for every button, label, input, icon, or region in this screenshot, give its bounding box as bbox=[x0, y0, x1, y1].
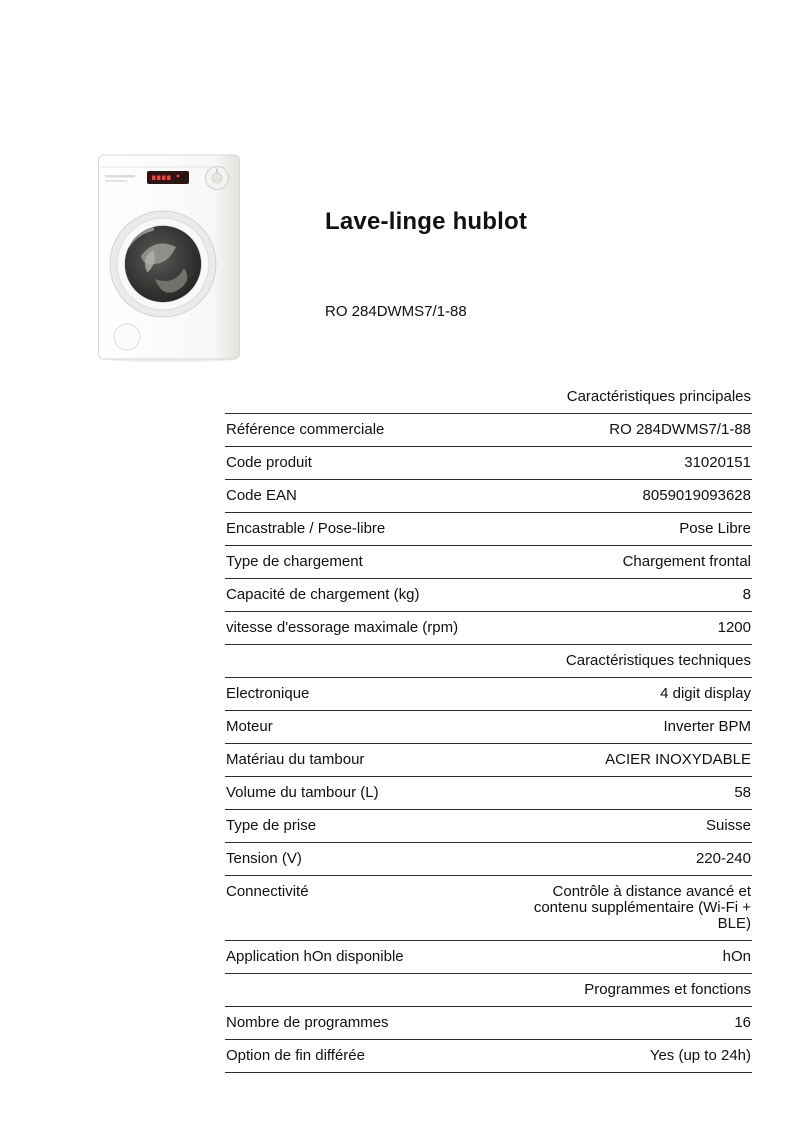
spec-value: 220-240 bbox=[695, 850, 751, 867]
spec-label: Volume du tambour (L) bbox=[226, 784, 379, 801]
washing-machine-image bbox=[97, 152, 243, 363]
spec-label: Encastrable / Pose-libre bbox=[226, 520, 386, 537]
spec-row bbox=[225, 711, 752, 744]
spec-row bbox=[225, 777, 752, 810]
spec-value: Contrôle à distance avancé et contenu supplémentaire (Wi-Fi + BLE) bbox=[533, 883, 751, 932]
washing-machine-illustration bbox=[97, 152, 243, 363]
spec-value: Suisse bbox=[705, 817, 751, 834]
spec-row bbox=[225, 579, 752, 612]
spec-label: Matériau du tambour bbox=[226, 751, 365, 768]
section-header-row bbox=[225, 645, 752, 678]
spec-row bbox=[225, 612, 752, 645]
section-header: Programmes et fonctions bbox=[584, 981, 751, 998]
spec-label: Référence commerciale bbox=[226, 421, 385, 438]
spec-label: Nombre de programmes bbox=[226, 1014, 389, 1031]
spec-value: 1200 bbox=[717, 619, 751, 636]
spec-label: Electronique bbox=[226, 685, 310, 702]
spec-table bbox=[225, 381, 752, 1073]
spec-value: 4 digit display bbox=[660, 685, 751, 702]
spec-row bbox=[225, 678, 752, 711]
spec-label: vitesse d'essorage maximale (rpm) bbox=[226, 619, 459, 636]
product-model: RO 284DWMS7/1-88 bbox=[325, 303, 467, 320]
spec-label: Type de prise bbox=[226, 817, 317, 834]
spec-value: 8 bbox=[742, 586, 751, 603]
spec-value: 16 bbox=[734, 1014, 751, 1031]
spec-row bbox=[225, 876, 752, 941]
section-header: Caractéristiques techniques bbox=[565, 652, 751, 669]
section-header: Caractéristiques principales bbox=[566, 388, 751, 405]
spec-value: RO 284DWMS7/1-88 bbox=[609, 421, 751, 438]
spec-label: Tension (V) bbox=[226, 850, 302, 867]
spec-value: ACIER INOXYDABLE bbox=[605, 751, 751, 768]
spec-row bbox=[225, 1040, 752, 1073]
section-header-row bbox=[225, 974, 752, 1007]
spec-label: Code EAN bbox=[226, 487, 297, 504]
spec-row bbox=[225, 744, 752, 777]
spec-row bbox=[225, 810, 752, 843]
spec-label: Connectivité bbox=[226, 883, 309, 900]
spec-row bbox=[225, 1007, 752, 1040]
spec-label: Type de chargement bbox=[226, 553, 363, 570]
spec-label: Capacité de chargement (kg) bbox=[226, 586, 420, 603]
spec-value: Chargement frontal bbox=[622, 553, 751, 570]
spec-value: Inverter BPM bbox=[663, 718, 751, 735]
spec-value: 58 bbox=[734, 784, 751, 801]
spec-row bbox=[225, 480, 752, 513]
spec-row bbox=[225, 513, 752, 546]
spec-value: 31020151 bbox=[684, 454, 751, 471]
washer-service-hatch bbox=[114, 324, 140, 350]
spec-row bbox=[225, 546, 752, 579]
spec-label: Moteur bbox=[226, 718, 273, 735]
spec-label: Application hOn disponible bbox=[226, 948, 404, 965]
section-header-row bbox=[225, 381, 752, 414]
spec-row bbox=[225, 843, 752, 876]
spec-label: Option de fin différée bbox=[226, 1047, 365, 1064]
spec-row bbox=[225, 447, 752, 480]
spec-row bbox=[225, 941, 752, 974]
spec-value: Yes (up to 24h) bbox=[649, 1047, 751, 1064]
spec-label: Code produit bbox=[226, 454, 312, 471]
washer-door bbox=[110, 211, 216, 317]
spec-value: Pose Libre bbox=[679, 520, 751, 537]
page-title: Lave-linge hublot bbox=[325, 208, 528, 235]
spec-value: hOn bbox=[722, 948, 751, 965]
spec-row bbox=[225, 414, 752, 447]
spec-value: 8059019093628 bbox=[642, 487, 751, 504]
